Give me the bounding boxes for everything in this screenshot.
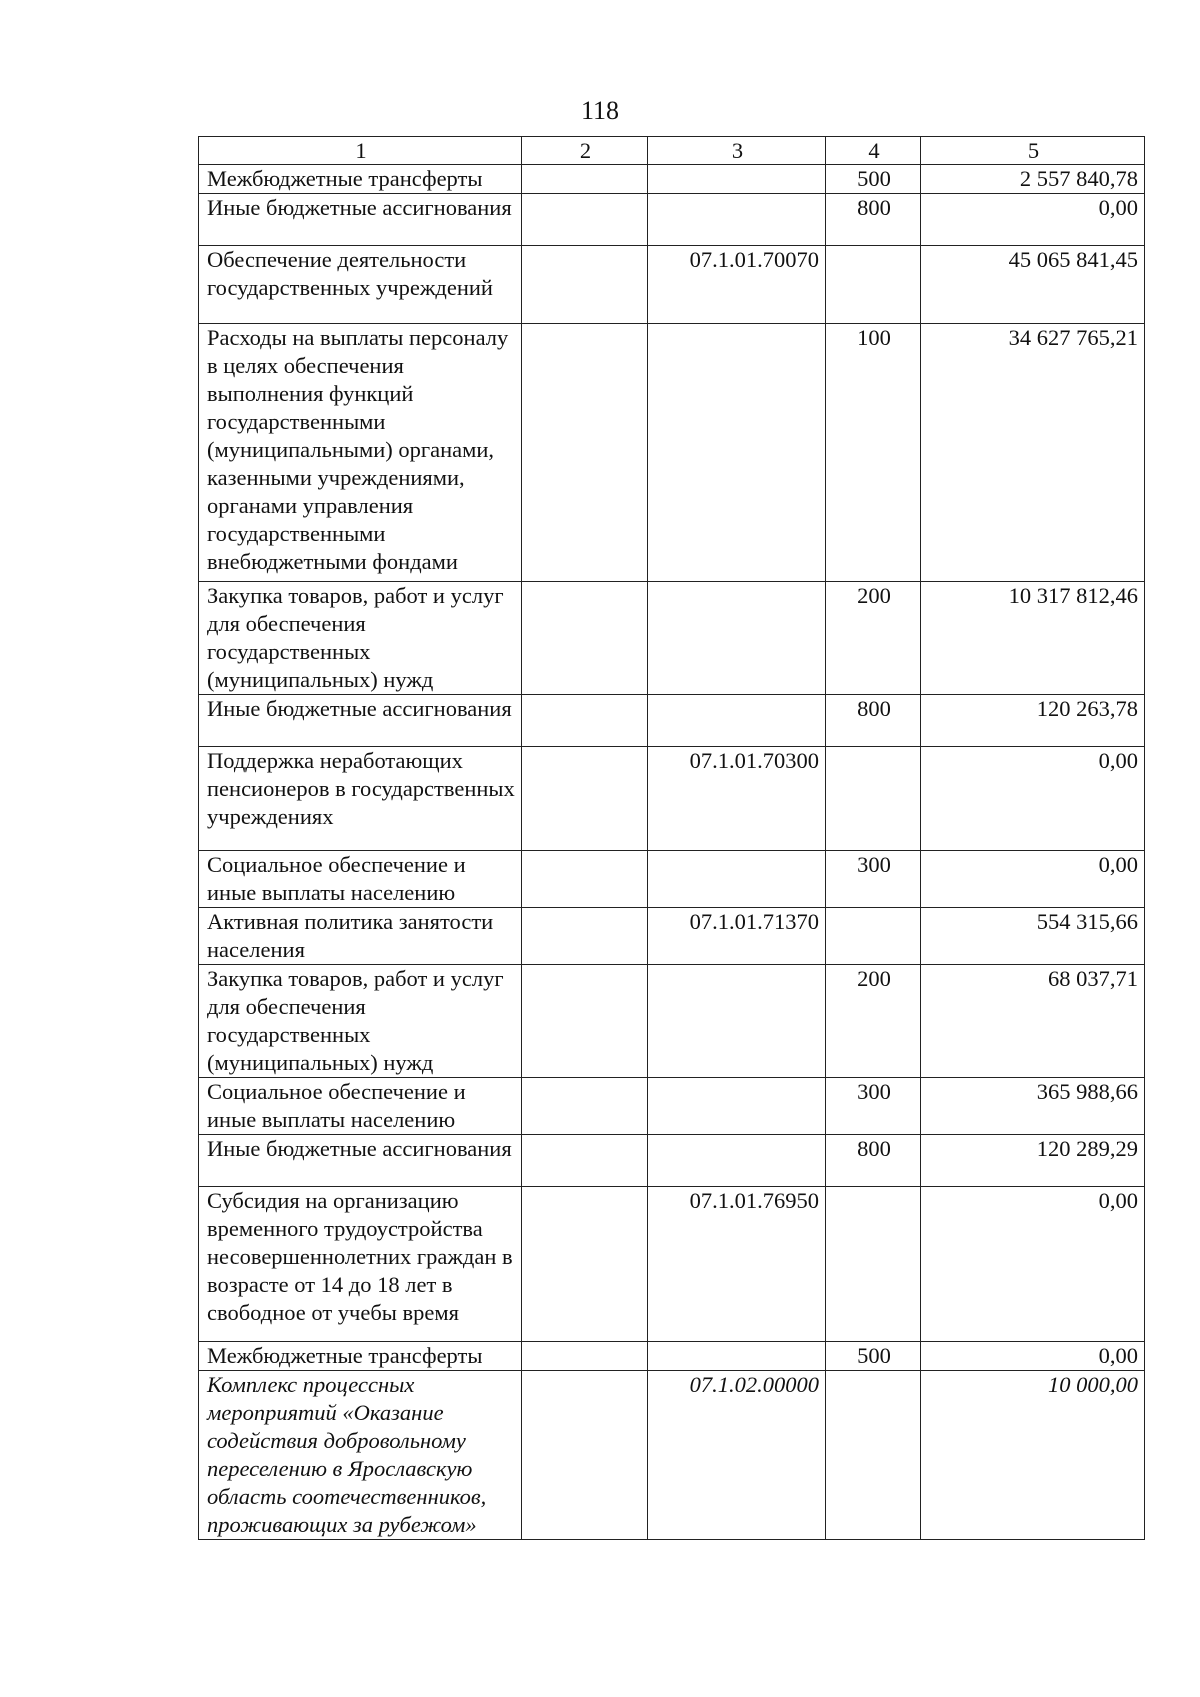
amount-cell: 554 315,66	[921, 908, 1145, 965]
expense-name-cell: Обеспечение деятельности государственных учреждений	[199, 246, 522, 324]
expense-name-cell: Иные бюджетные ассигнования	[199, 194, 522, 246]
expense-name-cell: Закупка товаров, работ и услуг для обеспечения государственных (муниципальных) нужд	[199, 582, 522, 695]
target-code-cell: 07.1.01.71370	[648, 908, 826, 965]
section-cell	[522, 747, 648, 851]
expense-type-cell: 800	[826, 194, 921, 246]
expense-name-cell: Комплекс процессных мероприятий «Оказание содействия добровольному переселению в Ярославскую область соотечественников, проживающих за рубежом»	[199, 1371, 522, 1540]
amount-cell: 0,00	[921, 747, 1145, 851]
amount-cell: 45 065 841,45	[921, 246, 1145, 324]
expense-name-cell: Межбюджетные трансферты	[199, 1342, 522, 1371]
target-code-cell: 07.1.02.00000	[648, 1371, 826, 1540]
expense-type-cell	[826, 1187, 921, 1342]
expense-type-cell: 200	[826, 965, 921, 1078]
amount-cell: 365 988,66	[921, 1078, 1145, 1135]
expense-type-cell	[826, 908, 921, 965]
expense-type-cell: 300	[826, 851, 921, 908]
table-row	[199, 965, 1145, 1078]
expense-type-cell	[826, 747, 921, 851]
table-row	[199, 324, 1145, 582]
expense-name-cell: Расходы на выплаты персоналу в целях обеспечения выполнения функций государственными (муниципальными) органами, казенными учреждениями, органами управления государственными внебюджетными фондами	[199, 324, 522, 582]
amount-cell: 10 000,00	[921, 1371, 1145, 1540]
section-cell	[522, 165, 648, 194]
expense-name-cell: Социальное обеспечение и иные выплаты населению	[199, 851, 522, 908]
amount-cell: 0,00	[921, 194, 1145, 246]
target-code-cell	[648, 851, 826, 908]
table-row	[199, 1342, 1145, 1371]
table-row	[199, 582, 1145, 695]
section-cell	[522, 582, 648, 695]
table-row	[199, 908, 1145, 965]
column-header: 1	[199, 137, 522, 165]
amount-cell: 0,00	[921, 1187, 1145, 1342]
expense-name-cell: Субсидия на организацию временного трудоустройства несовершеннолетних граждан в возрасте от 14 до 18 лет в свободное от учебы время	[199, 1187, 522, 1342]
amount-cell: 0,00	[921, 851, 1145, 908]
expense-type-cell	[826, 246, 921, 324]
expense-name-cell: Закупка товаров, работ и услуг для обеспечения государственных (муниципальных) нужд	[199, 965, 522, 1078]
amount-cell: 120 289,29	[921, 1135, 1145, 1187]
expense-type-cell: 800	[826, 695, 921, 747]
expense-type-cell: 200	[826, 582, 921, 695]
expense-name-cell: Межбюджетные трансферты	[199, 165, 522, 194]
amount-cell: 10 317 812,46	[921, 582, 1145, 695]
amount-cell: 68 037,71	[921, 965, 1145, 1078]
target-code-cell	[648, 965, 826, 1078]
expense-type-cell: 500	[826, 1342, 921, 1371]
table-row	[199, 851, 1145, 908]
budget-table	[198, 136, 1145, 1540]
expense-type-cell	[826, 1371, 921, 1540]
column-header: 5	[921, 137, 1145, 165]
section-cell	[522, 194, 648, 246]
target-code-cell	[648, 194, 826, 246]
target-code-cell	[648, 695, 826, 747]
table-row	[199, 1371, 1145, 1540]
target-code-cell	[648, 324, 826, 582]
page-number: 118	[580, 96, 620, 125]
column-header: 2	[522, 137, 648, 165]
expense-type-cell: 100	[826, 324, 921, 582]
target-code-cell: 07.1.01.76950	[648, 1187, 826, 1342]
column-header: 3	[648, 137, 826, 165]
amount-cell: 0,00	[921, 1342, 1145, 1371]
target-code-cell: 07.1.01.70300	[648, 747, 826, 851]
target-code-cell	[648, 165, 826, 194]
expense-type-cell: 500	[826, 165, 921, 194]
expense-name-cell: Поддержка неработающих пенсионеров в государственных учреждениях	[199, 747, 522, 851]
column-number-row	[199, 137, 1145, 165]
expense-type-cell: 300	[826, 1078, 921, 1135]
table-row	[199, 1135, 1145, 1187]
target-code-cell: 07.1.01.70070	[648, 246, 826, 324]
expense-name-cell: Активная политика занятости населения	[199, 908, 522, 965]
table-row	[199, 1078, 1145, 1135]
target-code-cell	[648, 1342, 826, 1371]
section-cell	[522, 246, 648, 324]
table-body	[199, 165, 1145, 1540]
target-code-cell	[648, 582, 826, 695]
section-cell	[522, 1342, 648, 1371]
section-cell	[522, 1371, 648, 1540]
section-cell	[522, 965, 648, 1078]
target-code-cell	[648, 1078, 826, 1135]
section-cell	[522, 1135, 648, 1187]
table-row	[199, 246, 1145, 324]
table-row	[199, 194, 1145, 246]
section-cell	[522, 908, 648, 965]
amount-cell: 34 627 765,21	[921, 324, 1145, 582]
column-header: 4	[826, 137, 921, 165]
table-row	[199, 747, 1145, 851]
expense-name-cell: Иные бюджетные ассигнования	[199, 695, 522, 747]
expense-name-cell: Социальное обеспечение и иные выплаты населению	[199, 1078, 522, 1135]
expense-type-cell: 800	[826, 1135, 921, 1187]
amount-cell: 2 557 840,78	[921, 165, 1145, 194]
table-row	[199, 695, 1145, 747]
amount-cell: 120 263,78	[921, 695, 1145, 747]
section-cell	[522, 324, 648, 582]
expense-name-cell: Иные бюджетные ассигнования	[199, 1135, 522, 1187]
target-code-cell	[648, 1135, 826, 1187]
section-cell	[522, 851, 648, 908]
section-cell	[522, 1078, 648, 1135]
table-row	[199, 1187, 1145, 1342]
table-row	[199, 165, 1145, 194]
section-cell	[522, 695, 648, 747]
section-cell	[522, 1187, 648, 1342]
